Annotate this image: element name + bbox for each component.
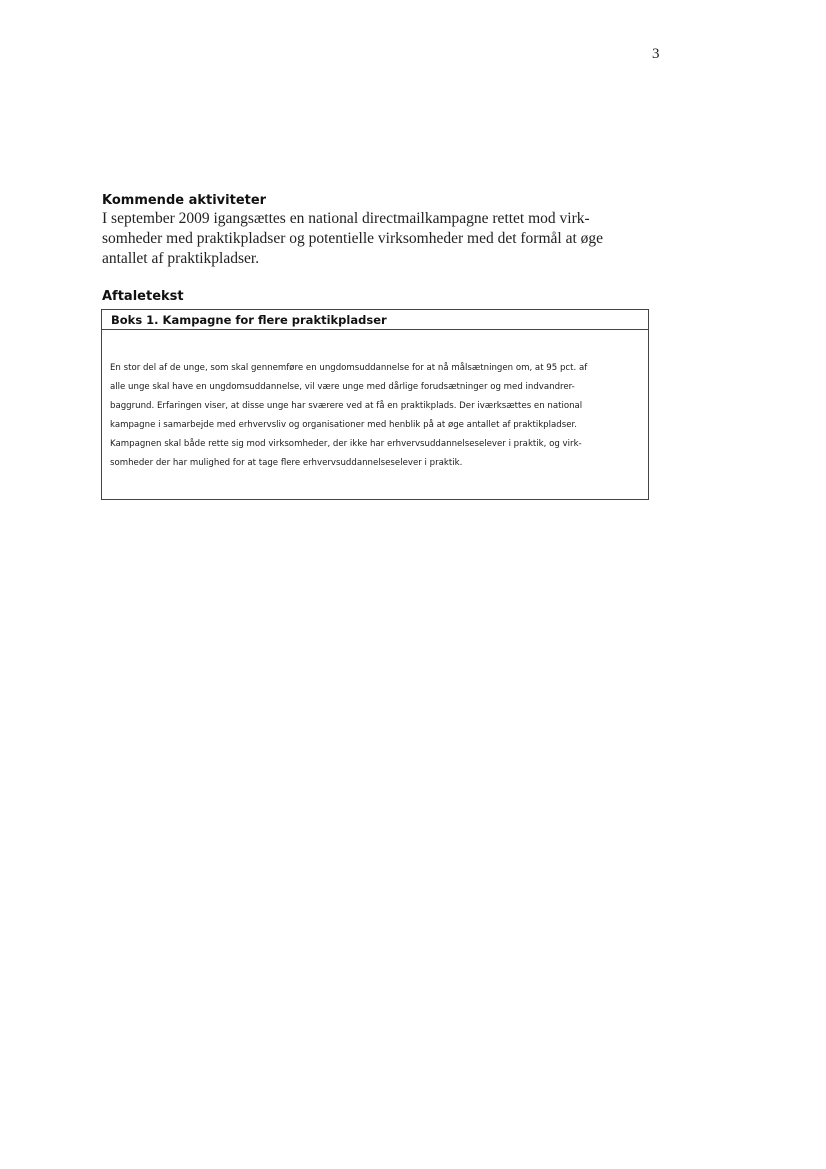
heading-aftaletekst: Aftaletekst [102, 289, 184, 304]
paragraph-line: somheder med praktikpladser og potentielle virksomheder med det formål at øge [102, 230, 604, 247]
heading-kommende-aktiviteter: Kommende aktiviteter [102, 193, 267, 208]
page-number: 3 [652, 46, 660, 62]
box-text-line: kampagne i samarbejde med erhvervsliv og organisationer med henblik på at øge antallet af praktikpladser. [110, 420, 577, 430]
box-text-line: En stor del af de unge, som skal gennemføre en ungdomsuddannelse for at nå målsætningen om, at 95 pct. af [110, 363, 588, 373]
box-text-line: Kampagnen skal både rette sig mod virksomheder, der ikke har erhvervsuddannelseselever i praktik, og virk- [110, 439, 582, 449]
paragraph-line: I september 2009 igangsættes en national directmailkampagne rettet mod virk- [102, 210, 590, 227]
box-text-line: somheder der har mulighed for at tage flere erhvervsuddannelseselever i praktik. [110, 458, 463, 468]
info-box [101, 309, 649, 500]
box-text-line: alle unge skal have en ungdomsuddannelse, vil være unge med dårlige forudsætninger og med indvandrer- [110, 382, 575, 392]
box-title-divider [102, 329, 648, 330]
paragraph-line: antallet af praktikpladser. [102, 250, 260, 267]
box-text-line: baggrund. Erfaringen viser, at disse unge har sværere ved at få en praktikplads. Der iværksættes en national [110, 401, 583, 411]
box-title: Boks 1. Kampagne for flere praktikpladser [111, 313, 387, 327]
